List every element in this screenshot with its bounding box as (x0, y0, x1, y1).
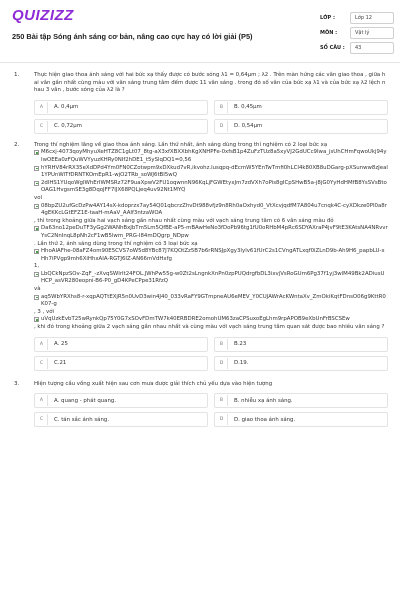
text-line (34, 142, 388, 150)
text-line (34, 241, 388, 249)
line-text: LbQCkNpzSOv-ZqF_-zXvqSWIrIt24FOL.JWhPw55g-w0Zt2sLngnkXnPn0zpPUQdrgfbDL3ixvjVsRoGUm6Pg37f1yj3wlM49Bk2ADiusUHCP_asVR280eopni-B6-P0_gD4KPeCPpe31RfzQ (41, 270, 385, 285)
line-text: , thì trong khoảng giữa hai vạch sáng gần nhau nhất cùng màu với vạch sáng trung tâm có 6 vân sáng màu đỏ (34, 217, 334, 224)
quizizz-logo[interactable]: QUIZIZZ (12, 7, 74, 24)
broken-image-icon (34, 181, 39, 186)
line-text: M6cxj-4073qoyMhyuXeHTZ8C1gLt07_8tg-aX3xfXBXXbhKgXNHPFe-0xfsB1p4ZuFzTUz8a5xyVJ2GdUCc9Iwa_jsUhCHmFqwoUkj94yIwOEEa0zFQuWVYyuzKHRy0NIf2hDE1_t5ySlqDQ1=0,56 (41, 149, 387, 163)
page-title: 250 Bài tập Sóng ánh sáng cơ bản, nâng cao cực hay có lời giải (P5) (12, 32, 253, 41)
image-placeholder-line (34, 203, 388, 218)
option-a[interactable] (34, 337, 208, 352)
options-grid (34, 337, 388, 371)
option-letter: A (36, 395, 48, 406)
option-c[interactable] (34, 412, 208, 427)
image-placeholder-line (34, 248, 388, 263)
line-text: , khi đó trong khoảng giữa 2 vạch sáng gần nhau nhất và cùng màu với vạch sáng trung tâm quan sát được bao nhiêu vân sáng ? (34, 324, 385, 331)
meta-row-count (320, 40, 394, 55)
question-text: Thực hiện giao thoa ánh sáng với hai bức xạ thấy được có bước sóng λ1 = 0,64μm ; λ2 . Trên màn hứng các vân giao thoa , giữa hai vân gần nhất cùng màu với vân sáng trung tâm đếm được 11 vân sáng . trong đó số vân của bức xạ λ1 và của bức xạ λ2 lệch nhau 3 vân , bước sóng của λ2 là ? (34, 72, 386, 94)
line-text: 1, (34, 263, 40, 270)
option-letter: A (36, 102, 48, 113)
question-number: 2. (14, 141, 20, 148)
option-text: D.19. (234, 360, 249, 367)
line-text: và (34, 286, 41, 293)
option-text: A. 0,4μm (54, 104, 79, 111)
broken-image-icon (34, 150, 39, 155)
line-text: HhoAIAFhe-08aFZ4om90E5CVS7oW5d8YBc87J7KQOtZz5B7b6rRNSJpXgy3Iylv61fUrC2s1CVngATLxqf0iZLnD9b-Ah9H6_papbLU-xHh7iPVgp9mh6XiHhxAIA-RGTJ6IZ-AN66mVdHxfg (41, 248, 385, 262)
image-placeholder-line (34, 149, 388, 164)
line-text: Da63no12peDuTF3yGg2WANhBxJbTm5Lm5QfBE-aP5-mBAwHeNo3fDoPb96tg1fU0oRHbM4pRc6SDYAXraP4jvF9tE3KAtsNA4NRvvrYsC2NnInqL8pNh2cF1wB5lwm_PRG-I84mDQgrp_NDpw (41, 225, 388, 239)
question-number: 3. (14, 380, 20, 387)
line-text: , 3 , với (34, 308, 54, 315)
broken-image-icon (34, 204, 39, 209)
option-letter: C (36, 121, 48, 132)
option-text: C. 0,72μm (54, 123, 82, 130)
options-grid (34, 100, 388, 134)
option-text: B.23 (234, 341, 247, 348)
line-text: 08bpZU2ufGcDzPw4AY14sX-kdoprzx7ay54Q01qbcrzZhvDt988vfjz9n8Rh0aOxhyd0_VtXcvjqdfM7A804u7cnqk4C-cyXDkze0PI0a8r4gEKKcLGtEFZ1E-taaH-mAaV_AAIf3ntzaWOA (41, 202, 387, 217)
line-text: . Lần thứ 2, ánh sáng dùng trong thí nghiệm có 3 loại bức xạ (34, 240, 198, 247)
question-3 (0, 381, 400, 428)
meta-label: MÔN : (320, 29, 338, 36)
question-text: Hiện tượng cầu vồng xuất hiện sau cơn mưa được giải thích chủ yếu dựa vào hiện tượng (34, 380, 273, 387)
broken-image-icon (34, 166, 39, 171)
option-text: C. tán sắc ánh sáng. (54, 416, 110, 423)
option-d[interactable] (214, 412, 388, 427)
option-letter: B (216, 395, 228, 406)
option-text: A. quang - phát quang. (54, 397, 117, 404)
question-text (34, 142, 388, 332)
option-text: A. 25 (54, 341, 68, 348)
options-grid (34, 393, 388, 427)
broken-image-icon (34, 272, 39, 277)
broken-image-icon (34, 249, 39, 254)
option-b[interactable] (214, 393, 388, 408)
option-letter: A (36, 339, 48, 350)
meta-panel (320, 10, 394, 55)
broken-image-icon (34, 295, 39, 300)
option-letter: D (216, 358, 228, 369)
line-text: 2dlHS1YUqoWgIWhErIWMSRz72F9uaXpwV2FU1oqwnnN96KqLjFGWEtyxJm7zdVXh7oPis8gICpSHwB5a-j8jG0YyHdHMfB8YsSVsBtoOAG1HvgsmSE3g8DqoJFF7IJX68PQLjeq4uv92Nt1MYQ (41, 179, 387, 194)
image-placeholder-line (34, 180, 388, 195)
meta-value: Vật lý (350, 27, 394, 39)
option-text: C.21 (54, 360, 67, 367)
image-placeholder-line (34, 225, 388, 240)
line-text: uVqUzkEvbT25wRynkQp75Y0G7xSOvFDmTW7k40ERBDRE2omohUM63zaCPSuxoEgLhm9rpAPOB9eXbUnFrBSCSEw (41, 316, 350, 323)
option-text: B. nhiễu xạ ánh sáng. (234, 397, 293, 404)
option-d[interactable] (214, 356, 388, 371)
meta-row-grade (320, 10, 394, 25)
option-c[interactable] (34, 356, 208, 371)
text-line (34, 195, 388, 203)
line-text: Trong thí nghiệm Iâng về giao thoa ánh sáng. Lần thứ nhất, ánh sáng dùng trong thí nghiệm có 2 loại bức xạ (34, 141, 328, 148)
image-placeholder-line (34, 316, 388, 324)
option-letter: B (216, 102, 228, 113)
line-text: vol (34, 194, 42, 201)
page-header (0, 0, 400, 63)
text-line (34, 218, 388, 226)
option-a[interactable] (34, 100, 208, 115)
meta-value: Lớp 12 (350, 12, 394, 24)
meta-value: 43 (350, 42, 394, 54)
text-line (34, 286, 388, 294)
line-text: hYRHV84rRX35eXdDPd4Ym0FN0CZotwpm9xDXkud7vR,ikvohz.lusqpq-dEcmW5YEnTwTmfi0hLCI4k80XB8uDGarg-pXSunww8zJeal1YPUnWlTfDRNTKOmEpR1-wjO2TRb_soWJ6tBI5wQ (41, 164, 388, 179)
image-placeholder-line (34, 271, 388, 286)
option-letter: C (36, 358, 48, 369)
option-letter: C (36, 414, 48, 425)
text-line (34, 324, 388, 332)
option-b[interactable] (214, 100, 388, 115)
text-line (34, 263, 388, 271)
option-text: B. 0,45μm (234, 104, 262, 111)
option-letter: D (216, 121, 228, 132)
broken-image-icon (34, 317, 39, 322)
line-text: aq5WbYRXhs8-r-xqpAQTtEXjR5n0UvD3win4J40_033vRaFY9GTmpneAU6eMEV_Y0CUJAWrAcKWntaXv_ZmOkiKqtFDnsO06g9KttR0K07-g (41, 293, 386, 308)
option-b[interactable] (214, 337, 388, 352)
question-2 (0, 142, 400, 371)
option-letter: D (216, 414, 228, 425)
question-1 (0, 72, 400, 134)
image-placeholder-line (34, 165, 388, 180)
option-c[interactable] (34, 119, 208, 134)
meta-label: SỐ CÂU : (320, 44, 345, 51)
image-placeholder-line (34, 294, 388, 309)
broken-image-icon (34, 226, 39, 231)
option-letter: B (216, 339, 228, 350)
question-number: 1. (14, 72, 20, 78)
question-list (0, 72, 400, 427)
option-text: D. 0,54μm (234, 123, 263, 130)
option-a[interactable] (34, 393, 208, 408)
option-text: D. giao thoa ánh sáng. (234, 416, 296, 423)
meta-row-subject (320, 25, 394, 40)
option-d[interactable] (214, 119, 388, 134)
text-line (34, 309, 388, 317)
meta-label: LỚP : (320, 14, 335, 21)
